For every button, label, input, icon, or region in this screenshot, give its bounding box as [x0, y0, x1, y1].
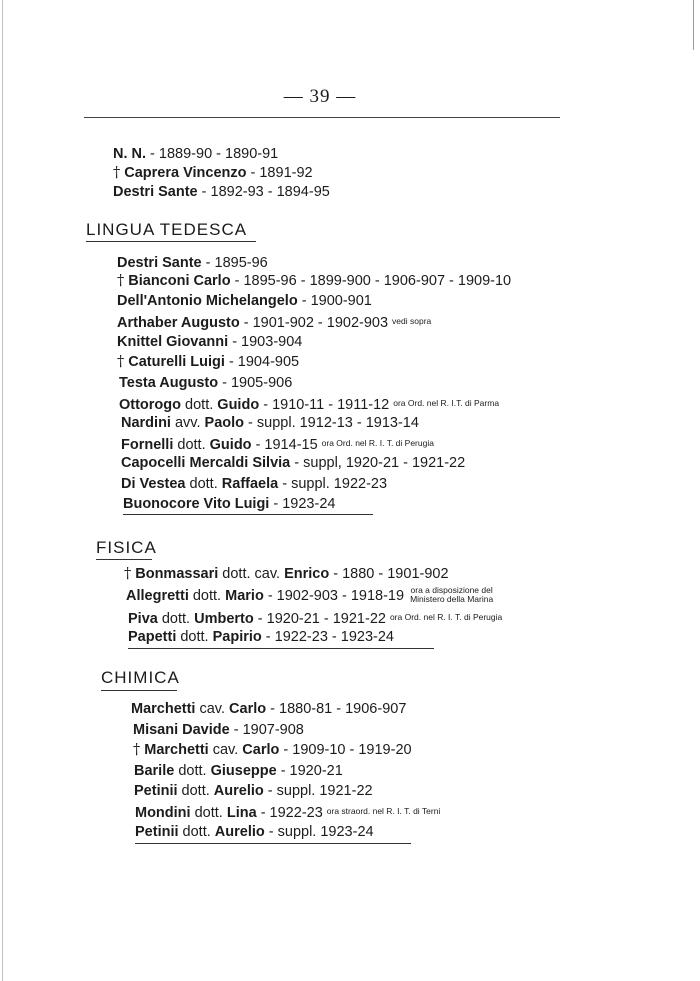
person-firstname: Paolo	[204, 415, 245, 431]
entry-line	[113, 183, 330, 201]
entry-years: - 1889-90 - 1890-91	[146, 146, 279, 162]
entry-years: - 1892-93 - 1894-95	[197, 184, 330, 200]
list-end-underline	[128, 648, 434, 649]
entry-years: - 1914-15	[251, 437, 318, 453]
entry-years: - 1895-96	[201, 255, 268, 271]
section-underline	[86, 241, 256, 242]
dagger-icon: †	[117, 273, 125, 289]
person-name: N. N.	[113, 146, 147, 162]
person-title: dott.	[181, 397, 218, 413]
entry-years: - 1907-908	[229, 722, 304, 738]
person-name: Arthaber Augusto	[117, 315, 240, 331]
entry-line	[121, 414, 419, 432]
person-title: avv.	[170, 415, 205, 431]
person-name: Destri Sante	[113, 184, 198, 200]
entry-note-line: ora a disposizione del	[410, 585, 493, 595]
entry-years: - 1905-906	[218, 375, 293, 391]
entry-years: - 1910-11 - 1911-12	[259, 397, 390, 413]
person-name: Capocelli Mercaldi Silvia	[121, 455, 291, 471]
entry-line	[124, 565, 449, 583]
person-firstname: Aurelio	[214, 824, 265, 840]
person-title: dott.	[185, 476, 222, 492]
entry-years: - 1920-21 - 1921-22	[253, 611, 386, 627]
person-firstname: Carlo	[229, 701, 267, 717]
entry-note	[410, 586, 493, 604]
entry-line	[134, 762, 343, 780]
entry-line	[133, 721, 304, 739]
entry-note: ora Ord. nel R. I. T. di Perugia	[389, 612, 503, 622]
scan-mark	[693, 0, 694, 50]
person-name: Barile	[134, 763, 175, 779]
entry-line	[126, 586, 493, 605]
person-name: Mondini	[135, 805, 191, 821]
person-title: dott.	[190, 805, 227, 821]
entry-years: - 1909-10 - 1919-20	[279, 742, 412, 758]
entry-years: - 1891-92	[246, 165, 313, 181]
dagger-icon: †	[117, 354, 125, 370]
entry-note: ora Ord. nel R. I.T. di Parma	[393, 398, 500, 408]
entry-line	[123, 495, 335, 513]
entry-line	[117, 272, 511, 290]
entry-years: - 1880 - 1901-902	[329, 566, 449, 582]
person-name: Ottorogo	[119, 397, 182, 413]
person-title: cav.	[208, 742, 243, 758]
list-end-underline	[135, 843, 411, 844]
entry-line	[135, 823, 374, 841]
person-name: Bonmassari	[135, 566, 219, 582]
entry-line	[113, 145, 278, 163]
header-rule	[84, 117, 560, 118]
section-title-lingua-tedesca: LINGUA TEDESCA	[86, 220, 248, 239]
entry-line	[135, 802, 440, 822]
person-title: dott. cav.	[218, 566, 285, 582]
person-title: dott.	[188, 588, 226, 604]
person-name: Allegretti	[126, 588, 189, 604]
entry-line	[131, 700, 406, 718]
person-name: Marchetti	[144, 742, 209, 758]
entry-line	[117, 254, 268, 272]
section-underline	[101, 690, 177, 691]
person-firstname: Aurelio	[213, 783, 264, 799]
section-title-chimica: CHIMICA	[101, 668, 180, 687]
person-title: dott.	[178, 824, 215, 840]
entry-years: - 1920-21	[276, 763, 343, 779]
person-name: Knittel Giovanni	[117, 334, 229, 350]
person-firstname: Guido	[209, 437, 252, 453]
entry-line	[121, 454, 465, 472]
person-firstname: Mario	[225, 588, 264, 604]
person-firstname: Giuseppe	[210, 763, 277, 779]
entry-line	[119, 374, 292, 392]
entry-line	[117, 353, 299, 371]
entry-years: - 1880-81 - 1906-907	[266, 701, 407, 717]
person-name: Marchetti	[131, 701, 196, 717]
person-firstname: Carlo	[242, 742, 280, 758]
entry-line	[133, 741, 412, 759]
person-title: dott.	[174, 763, 211, 779]
dagger-icon: †	[124, 566, 132, 582]
person-firstname: Raffaela	[221, 476, 279, 492]
dagger-icon: †	[133, 742, 141, 758]
scan-edge	[2, 0, 3, 981]
entry-line	[117, 292, 372, 310]
person-name: Petinii	[135, 824, 179, 840]
entry-note: ora Ord. nel R. I. T. di Perugia	[321, 438, 434, 448]
entry-line	[113, 164, 313, 182]
person-name: Destri Sante	[117, 255, 202, 271]
entry-years: - 1903-904	[228, 334, 303, 350]
entry-years: - 1895-96 - 1899-900 - 1906-907 - 1909-10	[230, 273, 512, 289]
person-title: dott.	[177, 783, 214, 799]
entry-years: - 1922-23 - 1923-24	[261, 629, 394, 645]
person-name: Caturelli Luigi	[128, 354, 225, 370]
person-name: Di Vestea	[121, 476, 186, 492]
entry-line	[134, 782, 373, 800]
person-name: Fornelli	[121, 437, 174, 453]
person-firstname: Papirio	[212, 629, 262, 645]
list-end-underline	[123, 514, 373, 515]
person-name: Papetti	[128, 629, 177, 645]
entry-years: - 1902-903 - 1918-19	[263, 588, 405, 604]
section-title-fisica: FISICA	[96, 538, 157, 557]
entry-line	[117, 312, 431, 332]
entry-years: - suppl. 1921-22	[263, 783, 373, 799]
person-title: dott.	[173, 437, 210, 453]
entry-note-line: Ministero della Marina	[410, 594, 494, 604]
person-title: dott.	[157, 611, 195, 627]
entry-years: - 1922-23	[256, 805, 323, 821]
entry-line	[117, 333, 302, 351]
dagger-icon: †	[113, 165, 121, 181]
entry-years: - 1900-901	[297, 293, 372, 309]
person-name: Petinii	[134, 783, 178, 799]
entry-line	[128, 628, 394, 646]
entry-line	[121, 475, 387, 493]
entry-years: - suppl, 1920-21 - 1921-22	[290, 455, 466, 471]
person-firstname: Enrico	[284, 566, 330, 582]
entry-note: vedi sopra	[392, 316, 432, 326]
entry-years: - suppl. 1912-13 - 1913-14	[244, 415, 419, 431]
entry-years: - 1904-905	[224, 354, 300, 370]
entry-line	[119, 394, 499, 414]
person-name: Dell'Antonio Michelangelo	[117, 293, 298, 309]
person-name: Buonocore Vito Luigi	[123, 496, 270, 512]
person-name: Bianconi Carlo	[128, 273, 231, 289]
person-name: Nardini	[121, 415, 171, 431]
entry-line	[128, 608, 502, 628]
person-firstname: Umberto	[194, 611, 254, 627]
entry-line	[121, 434, 434, 454]
person-name: Misani Davide	[133, 722, 230, 738]
entry-years: - 1923-24	[269, 496, 336, 512]
person-firstname: Guido	[217, 397, 260, 413]
section-underline	[96, 559, 152, 560]
person-name: Testa Augusto	[119, 375, 219, 391]
person-title: dott.	[176, 629, 213, 645]
person-name: Caprera Vincenzo	[124, 165, 247, 181]
entry-years: - 1901-902 - 1902-903	[239, 315, 389, 331]
entry-note: ora straord. nel R. I. T. di Terni	[326, 806, 441, 816]
person-name: Piva	[128, 611, 158, 627]
entry-years: - suppl. 1923-24	[264, 824, 374, 840]
person-firstname: Lina	[226, 805, 257, 821]
page-number: — 39 —	[283, 86, 357, 107]
entry-years: - suppl. 1922-23	[278, 476, 388, 492]
person-title: cav.	[195, 701, 230, 717]
